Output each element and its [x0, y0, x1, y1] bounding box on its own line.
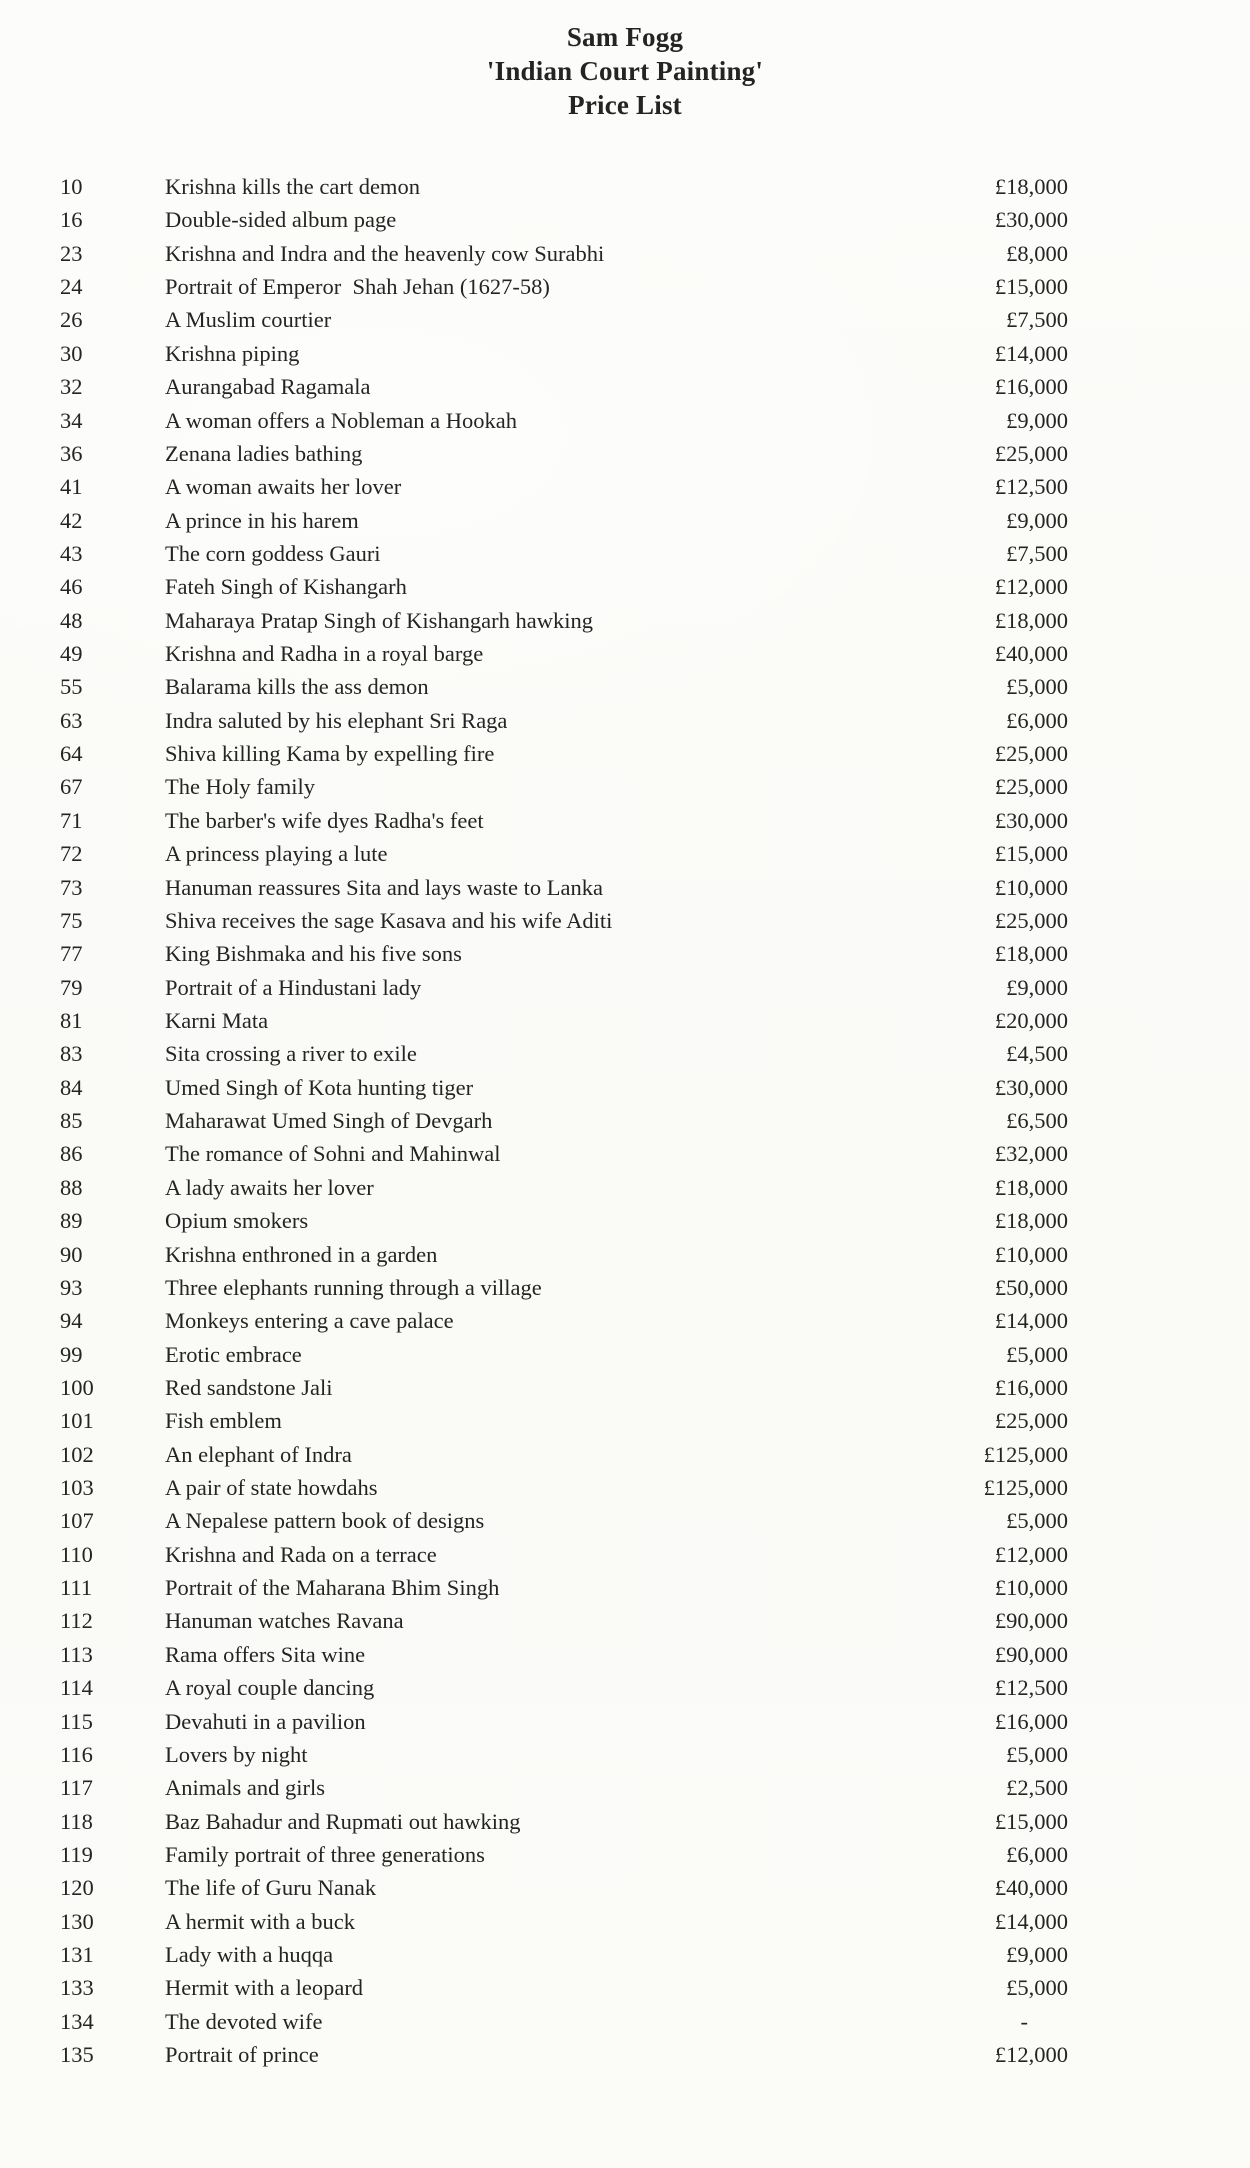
item-number: 24: [60, 274, 83, 300]
item-number: 117: [60, 1775, 93, 1801]
item-number: 99: [60, 1341, 83, 1367]
table-row: [60, 237, 1068, 270]
item-price: £12,000: [994, 1541, 1068, 1567]
table-row: [60, 370, 1068, 403]
item-number: 77: [60, 941, 83, 967]
table-row: [60, 170, 1068, 203]
exhibition-title: 'Indian Court Painting': [486, 56, 764, 86]
table-row: [60, 437, 1068, 470]
item-number: 64: [60, 741, 83, 767]
item-price: £14,000: [994, 1308, 1068, 1334]
item-price: £18,000: [994, 941, 1068, 967]
item-number: 113: [60, 1641, 93, 1667]
item-price: £18,000: [994, 607, 1068, 633]
item-price: £30,000: [994, 807, 1068, 833]
item-title: Umed Singh of Kota hunting tiger: [165, 1074, 474, 1100]
item-title: Portrait of the Maharana Bhim Singh: [165, 1575, 500, 1601]
item-number: 94: [60, 1308, 83, 1334]
table-row: [60, 1971, 1068, 2004]
table-row: [60, 537, 1068, 570]
table-row: [60, 704, 1068, 737]
item-title: Krishna piping: [165, 340, 300, 366]
item-price: £7,500: [1006, 307, 1068, 333]
table-row: [60, 937, 1068, 970]
item-number: 86: [60, 1141, 83, 1167]
price-list-rows: [60, 170, 1068, 2071]
item-price: £25,000: [994, 440, 1068, 466]
item-price: £90,000: [994, 1641, 1068, 1667]
table-row: [60, 837, 1068, 870]
item-title: A royal couple dancing: [165, 1675, 375, 1701]
table-row: [60, 670, 1068, 703]
item-title: A prince in his harem: [165, 507, 359, 533]
item-number: 135: [60, 2042, 94, 2068]
item-title: Double-sided album page: [165, 207, 397, 233]
item-title: The romance of Sohni and Mahinwal: [165, 1141, 501, 1167]
gallery-name: Sam Fogg: [566, 22, 684, 52]
item-number: 48: [60, 607, 83, 633]
item-title: Opium smokers: [165, 1208, 309, 1234]
item-price: £12,500: [994, 474, 1068, 500]
item-price: £6,000: [1006, 707, 1068, 733]
item-title: Three elephants running through a village: [165, 1274, 542, 1300]
item-number: 85: [60, 1108, 83, 1134]
item-title: Aurangabad Ragamala: [165, 374, 371, 400]
item-price: £10,000: [994, 1241, 1068, 1267]
table-row: [60, 737, 1068, 770]
document-title: Price List: [568, 90, 682, 120]
item-price: £30,000: [994, 207, 1068, 233]
table-row: [60, 504, 1068, 537]
item-number: 110: [60, 1541, 93, 1567]
item-price: £16,000: [994, 374, 1068, 400]
item-number: 42: [60, 507, 83, 533]
table-row: [60, 1638, 1068, 1671]
item-price: £6,000: [1006, 1841, 1068, 1867]
table-row: [60, 1338, 1068, 1371]
table-row: [60, 1171, 1068, 1204]
item-title: The Holy family: [165, 774, 315, 800]
item-number: 116: [60, 1741, 93, 1767]
table-row: [60, 1471, 1068, 1504]
item-title: Baz Bahadur and Rupmati out hawking: [165, 1808, 521, 1834]
item-title: Maharawat Umed Singh of Devgarh: [165, 1108, 493, 1134]
table-row: [60, 1871, 1068, 1904]
item-number: 111: [60, 1575, 93, 1601]
item-title: Krishna and Rada on a terrace: [165, 1541, 437, 1567]
item-title: A Nepalese pattern book of designs: [165, 1508, 485, 1534]
item-number: 55: [60, 674, 83, 700]
item-number: 133: [60, 1975, 94, 2001]
table-row: [60, 1771, 1068, 1804]
item-number: 79: [60, 974, 83, 1000]
table-row: [60, 1571, 1068, 1604]
item-title: A pair of state howdahs: [165, 1475, 378, 1501]
table-row: [60, 570, 1068, 603]
table-row: [60, 804, 1068, 837]
item-title: Maharaya Pratap Singh of Kishangarh hawking: [165, 607, 594, 633]
item-title: King Bishmaka and his five sons: [165, 941, 462, 967]
table-row: [60, 1271, 1068, 1304]
item-number: 81: [60, 1007, 83, 1033]
item-number: 112: [60, 1608, 93, 1634]
item-number: 75: [60, 907, 83, 933]
table-row: [60, 337, 1068, 370]
item-title: A hermit with a buck: [165, 1908, 355, 1934]
item-number: 131: [60, 1942, 94, 1968]
item-price: £125,000: [983, 1441, 1068, 1467]
table-row: [60, 470, 1068, 503]
item-price: £12,000: [994, 574, 1068, 600]
item-title: Portrait of prince: [165, 2042, 319, 2068]
item-number: 41: [60, 474, 83, 500]
table-row: [60, 1438, 1068, 1471]
item-price: £14,000: [994, 1908, 1068, 1934]
item-title: Balarama kills the ass demon: [165, 674, 429, 700]
item-number: 101: [60, 1408, 94, 1434]
table-row: [60, 1137, 1068, 1170]
item-number: 120: [60, 1875, 94, 1901]
item-number: 49: [60, 641, 83, 667]
item-price: £50,000: [994, 1274, 1068, 1300]
table-row: [60, 1805, 1068, 1838]
item-title: Portrait of Emperor Shah Jehan (1627-58): [165, 274, 550, 300]
item-number: 83: [60, 1041, 83, 1067]
table-row: [60, 1404, 1068, 1437]
item-title: Family portrait of three generations: [165, 1841, 485, 1867]
item-price: £15,000: [994, 274, 1068, 300]
item-title: Red sandstone Jali: [165, 1374, 333, 1400]
item-number: 107: [60, 1508, 94, 1534]
item-title: Krishna and Radha in a royal barge: [165, 641, 484, 667]
item-title: Krishna enthroned in a garden: [165, 1241, 438, 1267]
item-number: 10: [60, 174, 83, 199]
item-number: 89: [60, 1208, 83, 1234]
item-number: 71: [60, 807, 83, 833]
table-row: [60, 770, 1068, 803]
item-number: 100: [60, 1374, 94, 1400]
item-number: 118: [60, 1808, 93, 1834]
item-title: Portrait of a Hindustani lady: [165, 974, 422, 1000]
item-price: £5,000: [1006, 1975, 1068, 2001]
item-price: £6,500: [1006, 1108, 1068, 1134]
item-price: £4,500: [1006, 1041, 1068, 1067]
item-title: Shiva killing Kama by expelling fire: [165, 741, 495, 767]
table-row: [60, 1304, 1068, 1337]
item-price: £25,000: [994, 741, 1068, 767]
item-number: 88: [60, 1174, 83, 1200]
item-number: 16: [60, 207, 83, 233]
table-row: [60, 1604, 1068, 1637]
item-title: Sita crossing a river to exile: [165, 1041, 417, 1067]
table-row: [60, 1738, 1068, 1771]
item-price: £12,500: [994, 1675, 1068, 1701]
item-number: 93: [60, 1274, 83, 1300]
item-title: A woman offers a Nobleman a Hookah: [165, 407, 517, 433]
item-price: £25,000: [994, 907, 1068, 933]
item-price: £5,000: [1006, 674, 1068, 700]
item-price: £2,500: [1006, 1775, 1068, 1801]
item-price: £30,000: [994, 1074, 1068, 1100]
item-number: 26: [60, 307, 83, 333]
item-price: £32,000: [994, 1141, 1068, 1167]
item-title: The corn goddess Gauri: [165, 540, 381, 566]
item-number: 84: [60, 1074, 83, 1100]
item-number: 32: [60, 374, 83, 400]
item-title: Hanuman reassures Sita and lays waste to Lanka: [165, 874, 603, 900]
item-price: £10,000: [994, 1575, 1068, 1601]
item-price: £7,500: [1006, 540, 1068, 566]
item-price: £9,000: [1006, 407, 1068, 433]
item-price: £9,000: [1006, 507, 1068, 533]
table-row: [60, 904, 1068, 937]
table-row: [60, 971, 1068, 1004]
table-row: [60, 1671, 1068, 1704]
item-title: A Muslim courtier: [165, 307, 332, 333]
item-title: A woman awaits her lover: [165, 474, 402, 500]
item-title: Erotic embrace: [165, 1341, 302, 1367]
item-number: 63: [60, 707, 83, 733]
item-price: £5,000: [1006, 1508, 1068, 1534]
table-row: [60, 871, 1068, 904]
item-price: £12,000: [994, 2042, 1068, 2068]
item-title: The devoted wife: [165, 2008, 323, 2034]
item-title: Rama offers Sita wine: [165, 1641, 366, 1667]
table-row: [60, 1104, 1068, 1137]
item-title: Karni Mata: [165, 1007, 269, 1033]
item-number: 130: [60, 1908, 94, 1934]
item-number: 115: [60, 1708, 93, 1734]
table-row: [60, 1838, 1068, 1871]
table-row: [60, 1004, 1068, 1037]
table-row: [60, 1037, 1068, 1070]
item-title: Hermit with a leopard: [165, 1975, 364, 2001]
item-price: £10,000: [994, 874, 1068, 900]
table-row: [60, 604, 1068, 637]
table-row: [60, 1905, 1068, 1938]
table-row: [60, 637, 1068, 670]
item-price: £25,000: [994, 1408, 1068, 1434]
item-price: £15,000: [994, 841, 1068, 867]
item-number: 73: [60, 874, 83, 900]
table-row: [60, 2005, 1068, 2038]
item-price: £125,000: [983, 1475, 1068, 1501]
item-price: £8,000: [1006, 240, 1068, 266]
item-price: £18,000: [994, 1174, 1068, 1200]
item-title: The barber's wife dyes Radha's feet: [165, 807, 484, 833]
item-title: Lady with a huqqa: [165, 1942, 334, 1968]
item-title: Hanuman watches Ravana: [165, 1608, 404, 1634]
item-number: 134: [60, 2008, 94, 2034]
table-row: [60, 1705, 1068, 1738]
item-title: Devahuti in a pavilion: [165, 1708, 366, 1734]
table-row: [60, 2038, 1068, 2071]
item-number: 43: [60, 540, 83, 566]
table-row: [60, 1538, 1068, 1571]
item-price: £9,000: [1006, 974, 1068, 1000]
item-price: £9,000: [1006, 1942, 1068, 1968]
item-price: £14,000: [994, 340, 1068, 366]
item-title: Animals and girls: [165, 1775, 325, 1801]
item-title: Krishna and Indra and the heavenly cow Surabhi: [165, 240, 605, 266]
item-title: Krishna kills the cart demon: [165, 174, 420, 199]
item-number: 103: [60, 1475, 94, 1501]
item-title: A lady awaits her lover: [165, 1174, 374, 1200]
item-title: A princess playing a lute: [165, 841, 388, 867]
item-title: Shiva receives the sage Kasava and his wife Aditi: [165, 907, 613, 933]
item-number: 102: [60, 1441, 94, 1467]
item-title: Fish emblem: [165, 1408, 282, 1434]
item-number: 67: [60, 774, 83, 800]
item-price: £40,000: [994, 641, 1068, 667]
item-price: £90,000: [994, 1608, 1068, 1634]
item-number: 119: [60, 1841, 93, 1867]
table-row: [60, 404, 1068, 437]
item-price: £5,000: [1006, 1341, 1068, 1367]
item-title: The life of Guru Nanak: [165, 1875, 377, 1901]
item-price: £15,000: [994, 1808, 1068, 1834]
item-price: £40,000: [994, 1875, 1068, 1901]
item-price: £5,000: [1006, 1741, 1068, 1767]
item-price: £16,000: [994, 1708, 1068, 1734]
item-number: 46: [60, 574, 83, 600]
item-price: £20,000: [994, 1007, 1068, 1033]
item-title: Lovers by night: [165, 1741, 308, 1767]
item-price: £16,000: [994, 1374, 1068, 1400]
item-title: Zenana ladies bathing: [165, 440, 363, 466]
table-row: [60, 1071, 1068, 1104]
table-row: [60, 1238, 1068, 1271]
item-number: 30: [60, 340, 83, 366]
document-header: [0, 20, 1250, 122]
item-price: £18,000: [994, 1208, 1068, 1234]
item-title: Indra saluted by his elephant Sri Raga: [165, 707, 508, 733]
item-number: 36: [60, 440, 83, 466]
item-title: Monkeys entering a cave palace: [165, 1308, 454, 1334]
item-title: An elephant of Indra: [165, 1441, 352, 1467]
table-row: [60, 203, 1068, 236]
table-row: [60, 1371, 1068, 1404]
item-number: 90: [60, 1241, 83, 1267]
table-row: [60, 303, 1068, 336]
item-number: 114: [60, 1675, 93, 1701]
table-row: [60, 1504, 1068, 1537]
item-number: 72: [60, 841, 83, 867]
table-row: [60, 270, 1068, 303]
table-row: [60, 1938, 1068, 1971]
item-title: Fateh Singh of Kishangarh: [165, 574, 407, 600]
item-price: £25,000: [994, 774, 1068, 800]
item-number: 34: [60, 407, 83, 433]
item-price: £18,000: [994, 174, 1068, 199]
item-number: 23: [60, 240, 83, 266]
item-price: -: [1020, 2008, 1028, 2034]
table-row: [60, 1204, 1068, 1237]
